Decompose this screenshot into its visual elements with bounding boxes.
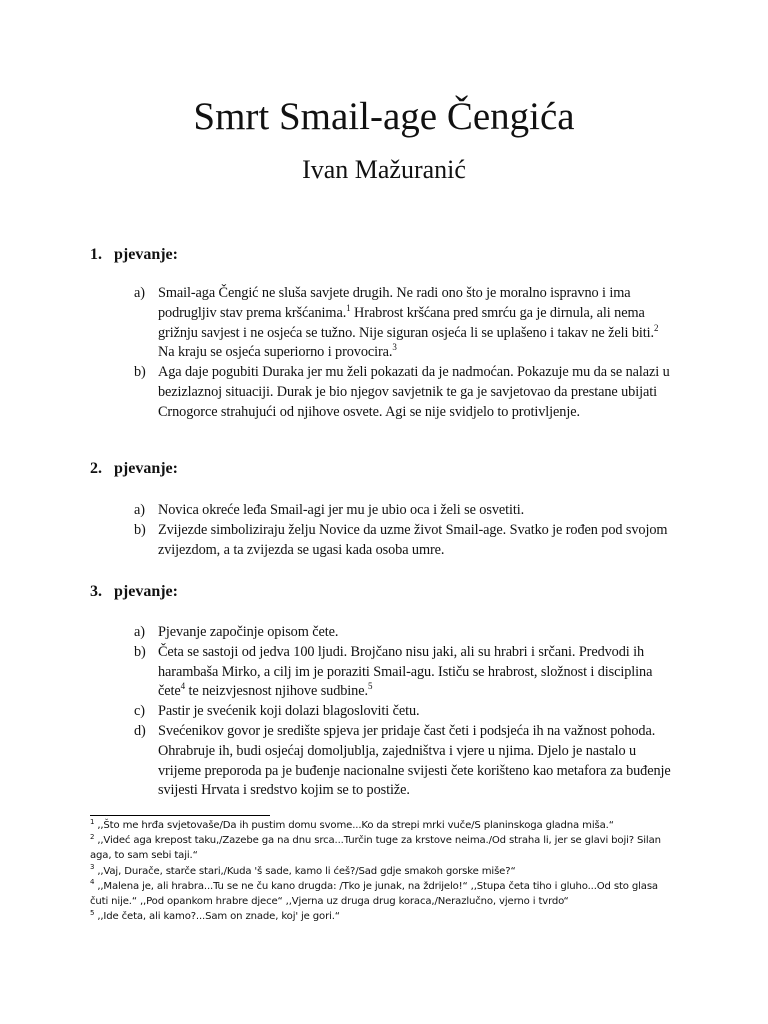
section-title: pjevanje: — [114, 460, 178, 477]
footnote-4 — [90, 879, 678, 909]
footnote-2 — [90, 833, 678, 863]
list-item-text: Pjevanje započinje opisom čete. — [158, 624, 339, 640]
footnote-ref-5[interactable]: 5 — [367, 681, 373, 692]
footnote-text: ,,Ide četa, ali kamo?...Sam on znade, koj' je gori.“ — [97, 911, 340, 923]
footnote-ref-2[interactable]: 2 — [654, 322, 659, 333]
footnote-5 — [90, 909, 678, 924]
list-item-text — [158, 285, 658, 360]
section-number: 2. — [90, 460, 102, 477]
footnote-number: 1 — [90, 817, 95, 826]
list-item — [134, 722, 674, 801]
footnote-ref-4[interactable]: 4 — [180, 681, 186, 692]
footnote-text: ,,Malena je, ali hrabra...Tu se ne ču kano drugda: /Tko je junak, na ždrijelo!“ ,,Stupa četa tiho i gluho...Od sto glasa čuti nije.“ ,,Pod opankom hrabre djece“ ,,Vjerna uz druga drug koraca,/Nerazlučno, vjerno i tvrdo“ — [90, 880, 658, 908]
list-item-letter: b) — [134, 364, 146, 381]
list-item — [134, 643, 674, 702]
footnote-number: 3 — [90, 863, 95, 872]
section-heading-1 — [90, 245, 178, 265]
list-item — [134, 363, 674, 422]
footnote-number: 5 — [90, 908, 95, 917]
section-1-list — [134, 284, 674, 423]
footnote-number: 2 — [90, 832, 95, 841]
footnote-text: ,,Vaj, Durače, starče stari,/Kuda 'š sade, kamo li ćeš?/Sad gdje smakoh gorske miše?“ — [97, 865, 516, 877]
list-item-letter: c) — [134, 703, 145, 720]
list-item-letter: a) — [134, 285, 145, 301]
section-3-list — [134, 623, 674, 801]
section-heading-3 — [90, 582, 178, 602]
section-heading-2 — [90, 459, 178, 479]
list-item-letter: a) — [134, 624, 145, 640]
section-number: 3. — [90, 583, 102, 600]
section-title: pjevanje: — [114, 246, 178, 263]
list-item-text: Zvijezde simboliziraju želju Novice da uzme život Smail-age. Svatko je rođen pod svojom zvijezdom, a ta zvijezda se ugasi kada osoba umre. — [158, 521, 668, 558]
footnote-text: ,,Videć aga krepost taku,/Zazebe ga na dnu srca...Turčin tuge za krstove neima./Od straha li, jer se glavi boji? Silan aga, to sam sebi taji.“ — [90, 835, 661, 862]
footnote-separator — [90, 815, 270, 816]
list-item — [134, 702, 674, 722]
footnote-ref-3[interactable]: 3 — [392, 342, 397, 353]
list-item-letter: d) — [134, 722, 146, 739]
footnote-number: 4 — [90, 878, 95, 887]
list-item-letter: b) — [134, 643, 146, 660]
list-item-letter: b) — [134, 521, 146, 538]
footnote-3 — [90, 864, 678, 879]
text-segment: Četa se sastoji od jedva 100 ljudi. Brojčano nisu jaki, ali su hrabri i srčani. Predvodi ih harambaša Mirko, a cilj im je poraziti Smail-agu. Ističu se hrabrost, složnost i disciplina čete — [158, 643, 653, 700]
list-item-text: Aga daje pogubiti Duraka jer mu želi pokazati da je nadmoćan. Pokazuje mu da se nalazi u bezizlaznoj situaciji. Durak je bio njegov savjetnik te ga je savjetovao da prestane ubijati Crnogorce strahujući od njihove osvete. Agi se nije svidjelo to protivljenje. — [158, 364, 670, 420]
document-author: Ivan Mažuranić — [302, 155, 466, 184]
text-segment: Na kraju se osjeća superiorno i provocira. — [158, 344, 393, 361]
list-item — [134, 501, 674, 521]
footnote-text: ,,Što me hrđa svjetovaše/Da ih pustim domu svome...Ko da strepi mrki vuče/S planinskoga gladna miša.“ — [97, 820, 614, 831]
section-title: pjevanje: — [114, 583, 178, 600]
list-item-text: Svećenikov govor je središte spjeva jer pridaje čast četi i podsjeća ih na važnost pohoda. Ohrabruje ih, budi osjećaj domoljublja, zajedništva i vjere u njima. Djelo je nastalo u vrijeme preporoda pa je buđenje nacionalne svijesti čete korišteno kao metafora za buđenje svijesti Hrvata i sredstvo kojim se to postiže. — [158, 722, 671, 799]
text-segment: Hrabrost kršćana pred smrću ga je dirnula, ali nema grižnju savjest i ne osjeća se tužno. Nije siguran osjeća li se uplašeno i takav ne želi biti. — [158, 304, 655, 341]
document-title: Smrt Smail-age Čengića — [193, 95, 575, 138]
text-segment: te neizvjesnost njihove sudbine. — [185, 683, 368, 700]
section-2-list — [134, 501, 674, 560]
list-item — [134, 623, 674, 643]
list-item — [134, 521, 674, 561]
list-item-text: Pastir je svećenik koji dolazi blagosloviti četu. — [158, 703, 420, 720]
list-item-text — [158, 644, 652, 700]
list-item-text: Novica okreće leđa Smail-agi jer mu je ubio oca i želi se osvetiti. — [158, 502, 525, 518]
footnotes-list — [90, 818, 678, 924]
text-segment: Smail-aga Čengić ne sluša savjete drugih. Ne radi ono što je moralno ispravno i ima podrugljiv stav prema kršćanima. — [158, 285, 631, 321]
section-number: 1. — [90, 246, 102, 263]
list-item-letter: a) — [134, 502, 145, 518]
list-item — [134, 284, 674, 363]
footnote-1 — [90, 818, 678, 833]
footnote-ref-1[interactable]: 1 — [346, 303, 351, 314]
